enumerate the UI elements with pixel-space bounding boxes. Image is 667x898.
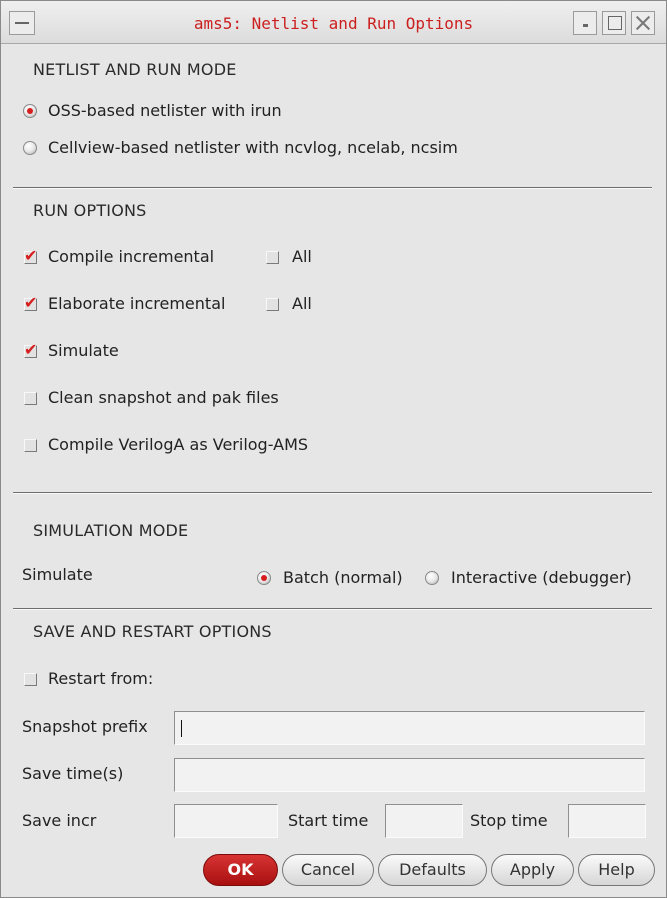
save-times-label: Save time(s)	[22, 764, 124, 783]
stop-time-label: Stop time	[470, 811, 548, 830]
checkbox-clean-snapshot[interactable]	[24, 392, 37, 405]
checkbox-simulate[interactable]	[24, 345, 37, 358]
radio-cellview-netlister[interactable]	[23, 141, 37, 155]
start-time-input[interactable]	[385, 804, 463, 838]
stop-time-input[interactable]	[568, 804, 646, 838]
section-heading-netlist: NETLIST AND RUN MODE	[33, 60, 237, 79]
defaults-button[interactable]: Defaults	[378, 854, 487, 886]
radio-interactive-label: Interactive (debugger)	[451, 568, 632, 587]
elaborate-all-label: All	[292, 294, 312, 313]
ok-button[interactable]: OK	[203, 854, 278, 886]
window-title: ams5: Netlist and Run Options	[193, 14, 474, 33]
save-incr-label: Save incr	[22, 811, 97, 830]
save-incr-input[interactable]	[174, 804, 278, 838]
text-caret	[181, 720, 182, 737]
help-button[interactable]: Help	[578, 854, 655, 886]
radio-interactive[interactable]	[425, 571, 439, 585]
title-bar	[1, 1, 666, 44]
save-times-input[interactable]	[174, 758, 645, 792]
compile-all-label: All	[292, 247, 312, 266]
section-heading-run-options: RUN OPTIONS	[33, 201, 147, 220]
restart-from-label: Restart from:	[48, 669, 154, 688]
section-heading-simulation-mode: SIMULATION MODE	[33, 521, 189, 540]
radio-oss-netlister-label: OSS-based netlister with irun	[48, 101, 282, 120]
cancel-button[interactable]: Cancel	[282, 854, 374, 886]
maximize-button[interactable]	[602, 11, 626, 35]
minimize-button[interactable]	[573, 11, 597, 35]
divider	[13, 187, 652, 189]
compile-veriloga-label: Compile VerilogA as Verilog-AMS	[48, 435, 309, 454]
radio-batch-label: Batch (normal)	[283, 568, 403, 587]
checkbox-elaborate-all[interactable]	[266, 298, 279, 311]
radio-batch[interactable]	[257, 571, 271, 585]
checkbox-compile-all[interactable]	[266, 251, 279, 264]
radio-cellview-netlister-label: Cellview-based netlister with ncvlog, ncelab, ncsim	[48, 138, 458, 157]
simulate-mode-label: Simulate	[22, 565, 93, 584]
simulate-label: Simulate	[48, 341, 119, 360]
checkbox-compile-incremental[interactable]	[24, 251, 37, 264]
section-heading-save-restart: SAVE AND RESTART OPTIONS	[33, 622, 272, 641]
checkbox-restart-from[interactable]	[24, 673, 37, 686]
apply-button[interactable]: Apply	[491, 854, 574, 886]
divider	[13, 608, 652, 610]
start-time-label: Start time	[288, 811, 369, 830]
compile-incremental-label: Compile incremental	[48, 247, 215, 266]
clean-snapshot-label: Clean snapshot and pak files	[48, 388, 279, 407]
checkbox-elaborate-incremental[interactable]	[24, 298, 37, 311]
snapshot-prefix-label: Snapshot prefix	[22, 717, 148, 736]
elaborate-incremental-label: Elaborate incremental	[48, 294, 226, 313]
checkbox-compile-veriloga[interactable]	[24, 439, 37, 452]
divider	[13, 492, 652, 494]
radio-oss-netlister[interactable]	[23, 104, 37, 118]
close-button[interactable]	[631, 11, 655, 35]
snapshot-prefix-input[interactable]	[174, 711, 645, 745]
